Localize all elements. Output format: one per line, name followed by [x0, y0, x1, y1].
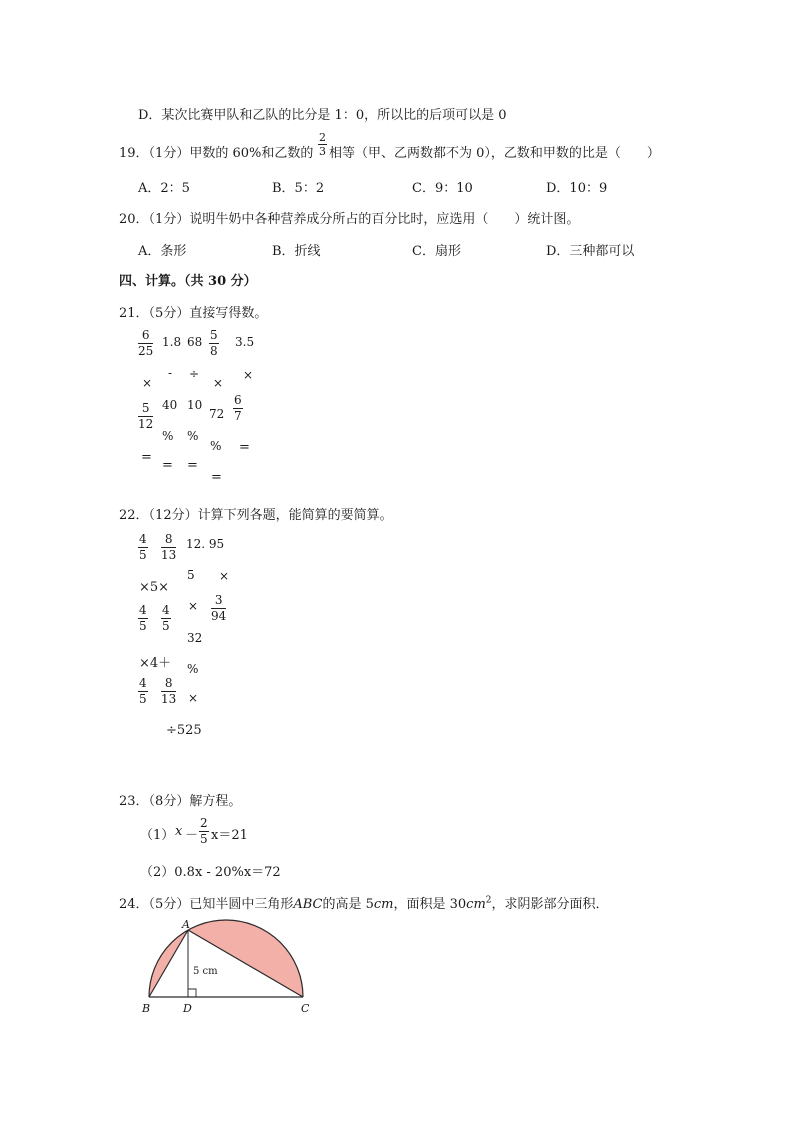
q23-stem: 23．（8分）解方程。 — [119, 794, 242, 809]
q23-eq1-fraction — [199, 817, 209, 846]
q19-stem-part2: 相等（甲、乙两数都不为 0），乙数和甲数的比是（ ） — [329, 146, 660, 161]
q21-fraction-3-denominator: 12 — [138, 417, 154, 431]
q23-eq1-minus: － — [185, 828, 199, 843]
q22-times-bottom: × — [188, 691, 199, 705]
q22-fraction-d — [161, 604, 171, 633]
q21-divide: ÷ — [189, 367, 200, 381]
q24-stem-part2: 的高是 5 — [322, 897, 374, 912]
q22-fraction-c-numerator: 4 — [139, 603, 147, 617]
q22-fraction-b — [161, 533, 176, 562]
q23-eq2: （2）0.8x - 20%x＝72 — [140, 865, 281, 880]
q22-stem: 22．（12分）计算下列各题，能简算的要简算。 — [119, 508, 393, 523]
q23-eq1-number: （1） — [140, 828, 175, 843]
q21-fraction-2 — [209, 329, 219, 358]
q23-eq1-rest: x＝21 — [211, 828, 248, 843]
q22-fraction-b-denominator: 13 — [161, 548, 177, 562]
q20-option-d[interactable]: D．三种都可以 — [546, 244, 635, 259]
semicircle-figure — [135, 912, 320, 1018]
q22-fraction-g-numerator: 8 — [164, 676, 173, 690]
q21-fraction-4-denominator: 7 — [234, 409, 242, 423]
q21-times-3: × — [243, 368, 254, 382]
q22-fraction-d-denominator: 5 — [162, 619, 170, 633]
q24-stem-part4: ，求阴影部分面积． — [491, 897, 609, 912]
q22-percent: % — [187, 662, 199, 676]
q22-fraction-c — [138, 604, 148, 633]
shaded-region-right — [188, 920, 303, 997]
q22-fraction-f-numerator: 4 — [139, 676, 147, 690]
q19-stem-part1: 19．（1分）甲数的 60%和乙数的 — [119, 146, 314, 161]
q21-fraction-1-denominator: 25 — [138, 344, 154, 358]
q21-value-68: 68 — [187, 335, 203, 349]
q19-fraction — [318, 132, 327, 157]
q21-equals-3: = — [187, 458, 198, 473]
q21-fraction-4-numerator: 6 — [234, 393, 242, 407]
q19-option-a[interactable]: A．2：5 — [138, 181, 190, 196]
q22-fraction-g-denominator: 13 — [161, 692, 177, 706]
q23-eq1-x: x — [175, 824, 183, 839]
q22-value-32: 32 — [187, 631, 203, 645]
q20-option-a[interactable]: A．条形 — [138, 244, 187, 259]
q22-times-middle: × — [188, 599, 199, 613]
q20-stem: 20．（1分）说明牛奶中各种营养成分所占的百分比时，应选用（ ）统计图。 — [119, 212, 580, 227]
q21-fraction-1 — [138, 329, 153, 358]
q21-percent-3: % — [210, 439, 222, 453]
q23-eq1-fraction-numerator: 2 — [200, 816, 208, 830]
q19-fraction-numerator: 2 — [319, 131, 326, 144]
q19-option-b[interactable]: B．5：2 — [272, 181, 325, 196]
q22-value-12-95: 12. 95 — [186, 537, 225, 551]
q19-option-c[interactable]: C．9：10 — [412, 181, 473, 196]
q22-fraction-d-numerator: 4 — [162, 603, 170, 617]
q24-triangle-name: ABC — [293, 897, 323, 912]
q21-fraction-2-denominator: 8 — [210, 344, 218, 358]
label-c: C — [301, 1002, 310, 1015]
q21-fraction-3-numerator: 5 — [141, 401, 150, 415]
q24-unit-cm2: cm — [466, 897, 486, 912]
q21-times-1: × — [142, 376, 153, 390]
q22-fraction-a — [138, 533, 148, 562]
q21-value-10: 10 — [187, 398, 203, 412]
q21-equals-4: = — [239, 440, 250, 455]
q22-fraction-e — [211, 594, 226, 623]
q24-stem-part3: ，面积是 30 — [393, 897, 467, 912]
q21-fraction-4 — [233, 394, 243, 423]
q22-value-5: 5 — [187, 568, 195, 582]
q21-value-1-8: 1.8 — [162, 335, 182, 349]
q22-fraction-a-denominator: 5 — [139, 548, 147, 562]
q21-equals-5: = — [211, 470, 222, 485]
q21-value-72: 72 — [209, 407, 225, 421]
q20-option-b[interactable]: B．折线 — [272, 244, 321, 259]
q22-fraction-e-numerator: 3 — [214, 593, 223, 607]
q18-option-d: D．某次比赛甲队和乙队的比分是 1：0，所以比的后项可以是 0 — [138, 108, 507, 123]
q22-times-4-plus: ×4＋ — [139, 656, 172, 671]
q21-fraction-2-numerator: 5 — [210, 328, 218, 342]
q21-times-2: × — [213, 376, 224, 390]
q19-option-d[interactable]: D．10：9 — [546, 181, 608, 196]
q21-value-40: 40 — [162, 398, 178, 412]
height-label: 5 cm — [193, 966, 218, 977]
q22-divide-525: ÷525 — [166, 723, 202, 738]
q22-fraction-f — [138, 677, 148, 706]
q21-percent-2: % — [187, 429, 199, 443]
triangle-side-ab — [149, 930, 188, 997]
q21-equals-1: = — [141, 450, 152, 465]
label-d: D — [183, 1002, 192, 1015]
q22-times-5-times: ×5× — [139, 580, 170, 595]
label-a: A — [182, 918, 190, 931]
q24-unit-superscript: 2 — [485, 895, 492, 906]
q24-stem-part1: 24．（5分）已知半圆中三角形 — [119, 897, 294, 912]
right-angle-marker — [188, 989, 196, 997]
q21-fraction-1-numerator: 6 — [141, 328, 150, 342]
q19-fraction-denominator: 3 — [319, 145, 326, 158]
label-b: B — [142, 1002, 151, 1015]
q22-fraction-f-denominator: 5 — [139, 692, 147, 706]
section-title: 四、计算。（共 30 分） — [119, 274, 257, 289]
q22-fraction-e-denominator: 94 — [211, 609, 227, 623]
q21-value-3-5: 3.5 — [235, 335, 255, 349]
q22-fraction-b-numerator: 8 — [164, 532, 173, 546]
q21-stem: 21．（5分）直接写得数。 — [119, 306, 268, 321]
q22-fraction-a-numerator: 4 — [139, 532, 147, 546]
q22-times-right: × — [219, 569, 230, 583]
q24-stem — [119, 893, 609, 912]
q24-unit-cm: cm — [373, 897, 394, 912]
q22-fraction-c-denominator: 5 — [139, 619, 147, 633]
q21-percent-1: % — [162, 429, 174, 443]
q21-fraction-3 — [138, 402, 153, 431]
q23-eq1-fraction-denominator: 5 — [200, 832, 208, 846]
q21-equals-2: = — [162, 458, 173, 473]
q21-minus: - — [168, 366, 173, 380]
q22-fraction-g — [161, 677, 176, 706]
q20-option-c[interactable]: C．扇形 — [412, 244, 461, 259]
